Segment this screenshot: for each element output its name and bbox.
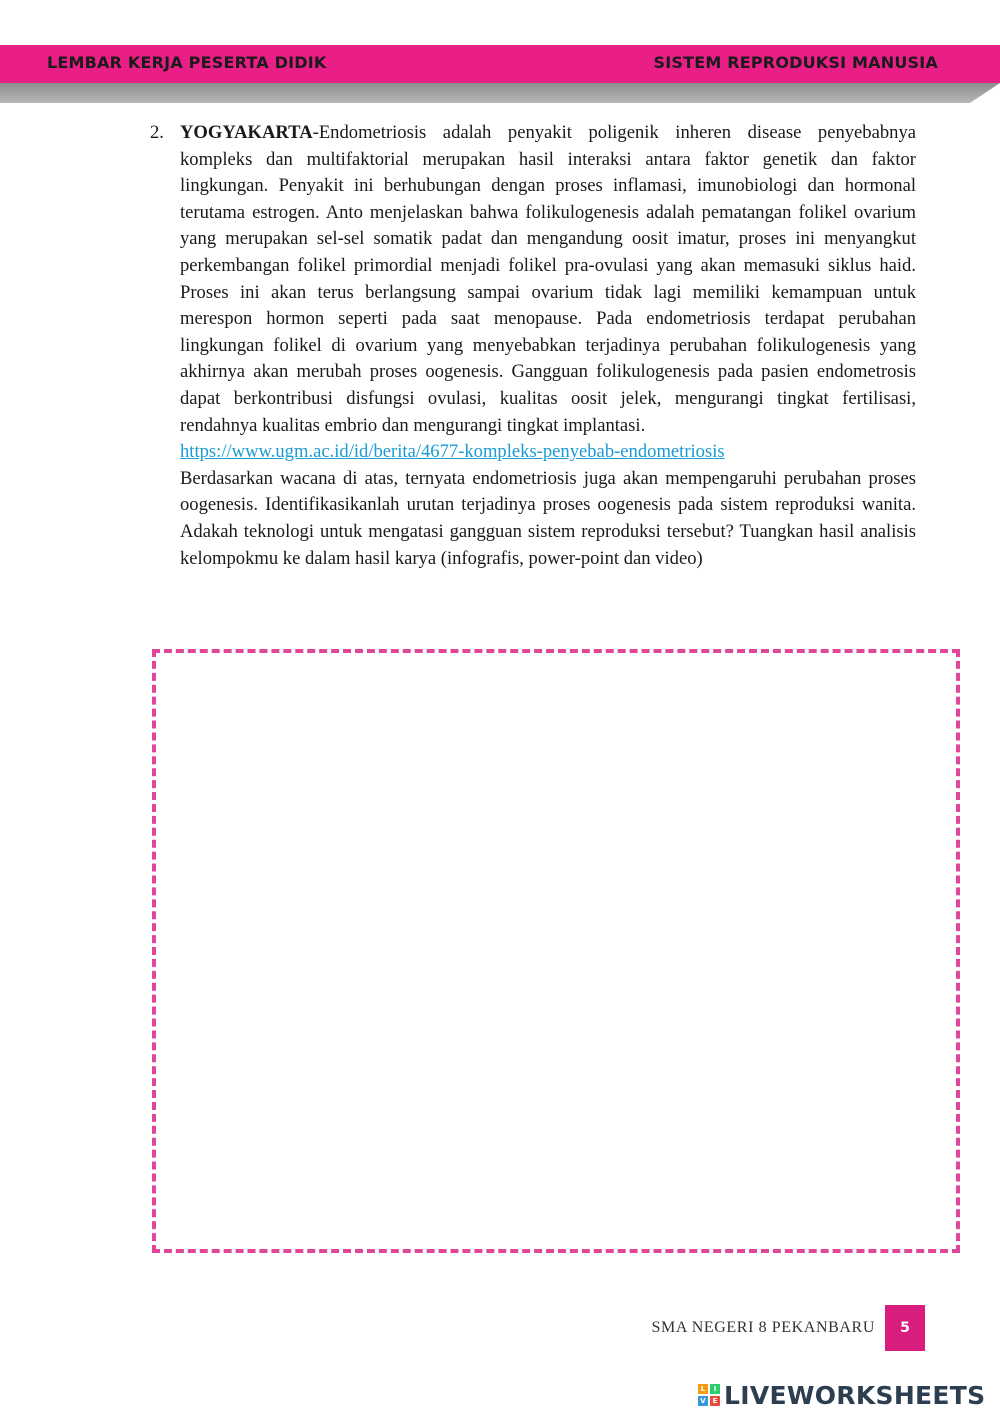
- header-shadow: [0, 83, 1000, 103]
- source-link[interactable]: https://www.ugm.ac.id/id/berita/4677-kompleks-penyebab-endometriosis: [180, 441, 725, 463]
- header-shadow-cut: [970, 83, 1000, 103]
- logo-letter-l: L: [698, 1384, 708, 1394]
- question-number: 2.: [150, 122, 164, 143]
- question-keyword: YOGYAKARTA: [180, 122, 313, 143]
- logo-letter-i: I: [710, 1384, 720, 1394]
- liveworksheets-logo: [698, 1380, 985, 1410]
- logo-letter-e: E: [710, 1396, 720, 1406]
- question-2: [150, 120, 916, 572]
- answer-box[interactable]: [152, 649, 960, 1253]
- question-passage: [180, 120, 916, 439]
- header-title-left: LEMBAR KERJA PESERTA DIDIK: [47, 53, 327, 72]
- question-task: Berdasarkan wacana di atas, ternyata endometriosis juga akan mempengaruhi perubahan proses oogenesis. Identifikasikanlah urutan terjadinya proses oogenesis pada sistem reproduksi wanita. Adakah teknologi untuk mengatasi gangguan sistem reproduksi tersebut? Tuangkan hasil analisis kelompokmu ke dalam hasil karya (infografis, power-point dan video): [180, 467, 916, 569]
- footer-school-name: SMA NEGERI 8 PEKANBARU: [651, 1319, 875, 1336]
- question-body: [180, 120, 916, 572]
- page-number: 5: [885, 1305, 925, 1351]
- liveworksheets-text: LIVEWORKSHEETS: [724, 1380, 986, 1410]
- header-title-right: SISTEM REPRODUKSI MANUSIA: [653, 53, 938, 72]
- passage-text: -Endometriosis adalah penyakit poligenik inheren disease penyebabnya kompleks dan multifaktorial merupakan hasil interaksi antara faktor genetik dan faktor lingkungan. Penyakit ini berhubungan dengan proses inflamasi, imunobiologi dan hormonal terutama estrogen. Anto menjelaskan bahwa folikulogenesis adalah pematangan folikel ovarium yang merupakan sel-sel somatik padat dan mengandung oosit imatur, proses ini menyangkut perkembangan folikel primordial menjadi folikel pra-ovulasi yang akan memasuki siklus haid. Proses ini akan terus berlangsung sampai ovarium tidak lagi memiliki kemampuan untuk merespon hormon seperti pada saat menopause. Pada endometriosis terdapat perubahan lingkungan folikel di ovarium yang menyebabkan terjadinya perubahan folikulogenesis yang akhirnya akan merubah proses oogenesis. Gangguan folikulogenesis pada pasien endometrosis dapat berkontribusi disfungsi ovulasi, kualitas oosit jelek, mengurangi tingkat fertilisasi, rendahnya kualitas embrio dan mengurangi tingkat implantasi.: [180, 122, 916, 436]
- liveworksheets-icon: [698, 1384, 720, 1406]
- logo-letter-v: V: [698, 1396, 708, 1406]
